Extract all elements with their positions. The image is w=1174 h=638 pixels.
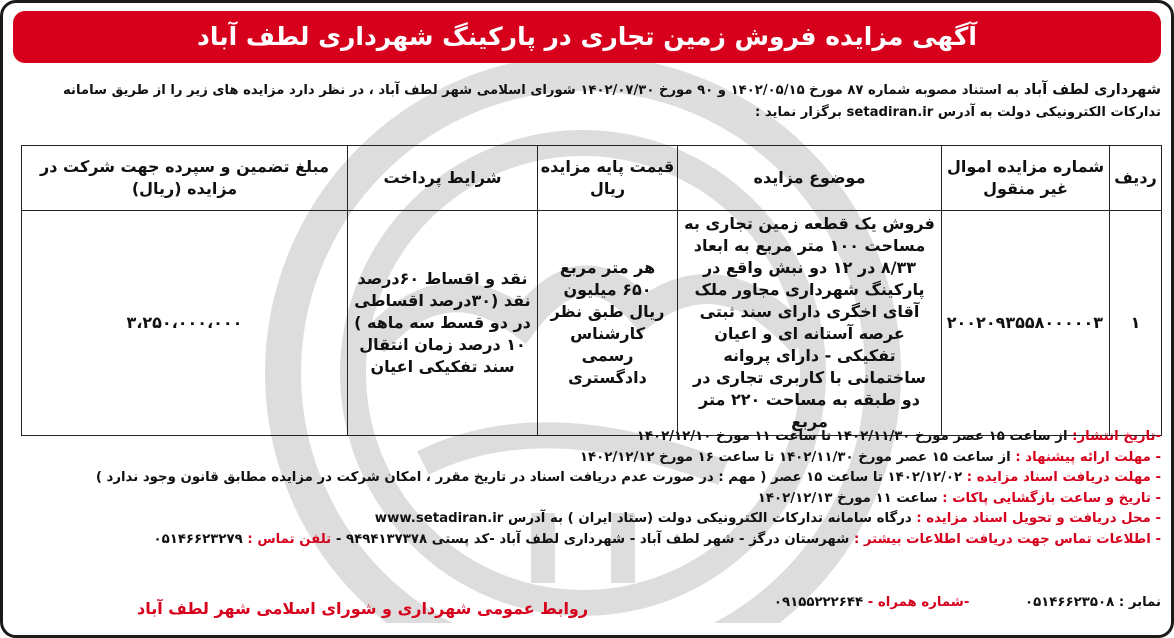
detail-text: درگاه سامانه تدارکات الکترونیکی دولت (ستاد ایران ) به آدرس www.setadiran.ir <box>374 511 912 527</box>
intro-line-1: به استناد مصوبه شماره ۸۷ مورخ ۱۴۰۲/۰۵/۱۵ و ۹۰ مورخ ۱۴۰۲/۰۷/۳۰ شورای اسلامی شهر لطف آباد ، در نظر دارد مزایده های زیر را از طریق سامانه <box>63 83 1020 98</box>
cell-subject: فروش یک قطعه زمین تجاری به مساحت ۱۰۰ متر مربع به ابعاد ۸/۳۳ در ۱۲ دو نبش واقع در پارکینگ شهرداری مجاور ملک آقای اخگری دارای سند ثبتی عرصه آستانه ای و اعیان تفکیکی - دارای پروانه ساختمانی با کاربری تجاری در دو طبقه به مساحت ۲۲۰ متر مربع <box>678 211 942 436</box>
fax-label: نمابر : <box>1118 595 1161 610</box>
footer-signature: روابط عمومی شهرداری و شورای اسلامی شهر لطف آباد <box>137 599 589 618</box>
intro-line-2-post: برگزار نماید : <box>755 105 842 120</box>
table-header-row <box>22 146 1162 211</box>
cell-row-number: ۱ <box>1110 211 1162 436</box>
mobile-number: ۰۹۱۵۵۲۲۲۶۴۴ <box>773 595 864 610</box>
org-name: شهرداری لطف آباد <box>1023 82 1161 98</box>
detail-offer-deadline <box>17 448 1161 469</box>
fax-number: ۰۵۱۴۶۶۲۳۵۰۸ <box>1024 595 1115 610</box>
auction-table <box>21 145 1162 436</box>
header-subject: موضوع مزایده <box>678 146 942 211</box>
site-link[interactable]: setadiran.ir <box>846 105 934 120</box>
detail-label: - محل دریافت و تحویل اسناد مزایده : <box>916 511 1161 527</box>
detail-label: -تاریخ انتشار: <box>1072 429 1161 444</box>
detail-text: شهرستان درگز - شهر لطف آباد - شهرداری لطف آباد -کد پستی ۹۴۹۴۱۳۷۳۷۸ - <box>335 531 850 547</box>
cell-deposit: ۳،۲۵۰،۰۰۰،۰۰۰ <box>22 211 348 436</box>
detail-label: - مهلت ارائه پیشنهاد : <box>1015 449 1161 465</box>
payment-terms-label: شرایط پرداخت <box>383 168 502 187</box>
detail-contact-info <box>17 530 1161 551</box>
detail-publish-date <box>17 427 1161 448</box>
table-row <box>22 211 1162 436</box>
header-auction-number: شماره مزایده اموال غیر منقول <box>942 146 1110 211</box>
header-payment-terms <box>348 146 538 211</box>
details-list <box>17 427 1161 551</box>
detail-documents-location <box>17 509 1161 530</box>
detail-text: ساعت ۱۱ مورخ ۱۴۰۲/۱۲/۱۳ <box>757 490 938 506</box>
cell-base-price: هر متر مربع ۶۵۰ میلیون ریال طبق نظر کارشناس رسمی دادگستری <box>538 211 678 436</box>
intro-paragraph <box>17 79 1161 124</box>
header-deposit: مبلغ تضمین و سپرده جهت شرکت در مزایده (ریال) <box>22 146 348 211</box>
detail-label: - اطلاعات تماس جهت دریافت اطلاعات بیشتر : <box>853 531 1161 547</box>
header-row-number: ردیف <box>1110 146 1162 211</box>
cell-auction-number: ۲۰۰۲۰۹۳۵۵۸۰۰۰۰۰۳ <box>942 211 1110 436</box>
mobile-label: -شماره همراه - <box>867 595 970 610</box>
phone-number: ۰۵۱۴۶۶۲۳۲۷۹ <box>153 531 243 547</box>
detail-label: - مهلت دریافت اسناد مزایده : <box>966 470 1161 486</box>
header-base-price: قیمت پایه مزایده ریال <box>538 146 678 211</box>
notice-title: آگهی مزایده فروش زمین تجاری در پارکینگ شهرداری لطف آباد <box>13 11 1161 63</box>
detail-opening-time <box>17 489 1161 510</box>
detail-text: ۱۴۰۲/۱۲/۰۲ تا ساعت ۱۵ عصر ( مهم : در صورت عدم دریافت اسناد در تاریخ مقرر ، امکان شرکت در مزایده مطابق قانون وجود ندارد ) <box>95 470 963 486</box>
detail-documents-deadline <box>17 468 1161 489</box>
detail-text: از ساعت ۱۵ عصر مورخ ۱۴۰۲/۱۱/۳۰ تا ساعت ۱۶ مورخ ۱۴۰۲/۱۲/۱۲ <box>579 449 1011 465</box>
detail-label: - تاریخ و ساعت بازگشایی پاکات : <box>942 490 1161 506</box>
detail-text: از ساعت ۱۵ عصر مورخ ۱۴۰۲/۱۱/۳۰ تا ساعت ۱۱ مورخ ۱۴۰۲/۱۲/۱۰ <box>636 429 1068 444</box>
phone-label: تلفن تماس : <box>247 531 332 547</box>
intro-line-2-pre: تدارکات الکترونیکی دولت به آدرس <box>937 105 1161 120</box>
cell-payment-terms: نقد و اقساط ۶۰درصد نقد (۳۰درصد اقساطی در دو قسط سه ماهه ) ۱۰ درصد زمان انتقال سند تفکیکی اعیان <box>348 211 538 436</box>
